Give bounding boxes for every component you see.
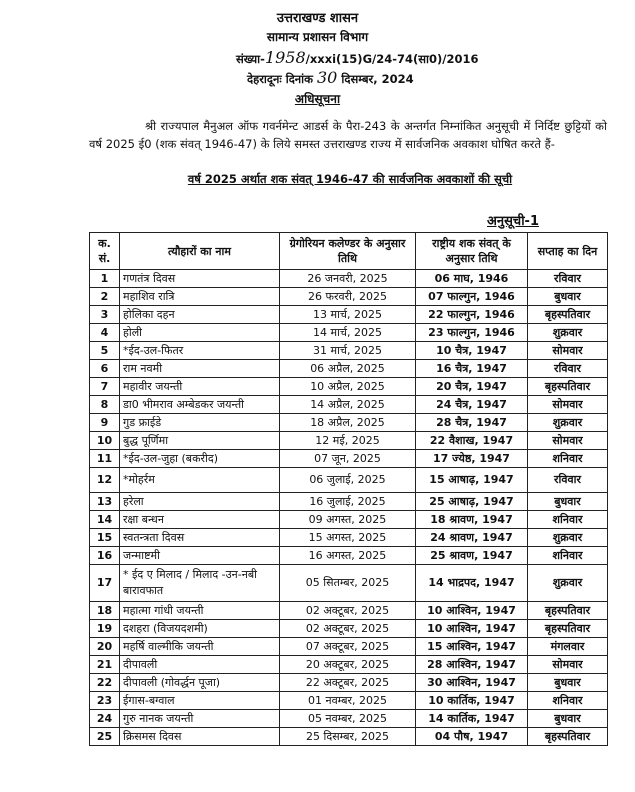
weekday-cell: बृहस्पतिवार xyxy=(528,728,608,746)
weekday-cell: सोमवार xyxy=(528,656,608,674)
festival-cell: डा0 भीमराव अम्बेडकर जयन्ती xyxy=(120,396,280,414)
header-serial: क. सं. xyxy=(90,233,120,270)
gregorian-date-cell: 20 अक्टूबर, 2025 xyxy=(280,656,416,674)
table-row xyxy=(90,674,608,692)
festival-cell: क्रिसमस दिवस xyxy=(120,728,280,746)
saka-date-cell: 07 फाल्गुन, 1946 xyxy=(416,288,528,306)
table-row xyxy=(90,565,608,602)
serial-cell: 20 xyxy=(90,638,120,656)
weekday-cell: रविवार xyxy=(528,468,608,493)
gregorian-date-cell: 05 सितम्बर, 2025 xyxy=(280,565,416,602)
serial-cell: 21 xyxy=(90,656,120,674)
serial-cell: 4 xyxy=(90,324,120,342)
annexure-label: अनुसूची-1 xyxy=(487,214,539,229)
ref-handwritten: 1958 xyxy=(264,48,306,67)
saka-date-cell: 10 कार्तिक, 1947 xyxy=(416,692,528,710)
gregorian-date-cell: 02 अक्टूबर, 2025 xyxy=(280,602,416,620)
festival-cell: ईगास-बग्वाल xyxy=(120,692,280,710)
weekday-cell: शुक्रवार xyxy=(528,565,608,602)
serial-cell: 17 xyxy=(90,565,120,602)
gregorian-date-cell: 26 फरवरी, 2025 xyxy=(280,288,416,306)
weekday-cell: सोमवार xyxy=(528,342,608,360)
festival-cell: *ईद-उल-फितर xyxy=(120,342,280,360)
festival-cell: *ईद-उल-जुहा (बकरीद) xyxy=(120,450,280,468)
weekday-cell: रविवार xyxy=(528,360,608,378)
festival-cell: दशहरा (विजयदशमी) xyxy=(120,620,280,638)
festival-cell: राम नवमी xyxy=(120,360,280,378)
department-name: सामान्य प्रशासन विभाग xyxy=(266,30,369,44)
table-row xyxy=(90,620,608,638)
table-row xyxy=(90,414,608,432)
festival-cell: महाशिव रात्रि xyxy=(120,288,280,306)
saka-date-cell: 24 चैत्र, 1947 xyxy=(416,396,528,414)
gregorian-date-cell: 02 अक्टूबर, 2025 xyxy=(280,620,416,638)
gregorian-date-cell: 16 अगस्त, 2025 xyxy=(280,547,416,565)
table-row xyxy=(90,306,608,324)
weekday-cell: शनिवार xyxy=(528,450,608,468)
saka-date-cell: 10 चैत्र, 1947 xyxy=(416,342,528,360)
serial-cell: 2 xyxy=(90,288,120,306)
saka-date-cell: 22 फाल्गुन, 1946 xyxy=(416,306,528,324)
header-gregorian-date: ग्रेगोरियन कलेण्डर के अनुसार तिथि xyxy=(280,233,416,270)
gregorian-date-cell: 07 जून, 2025 xyxy=(280,450,416,468)
serial-cell: 10 xyxy=(90,432,120,450)
saka-date-cell: 04 पौष, 1947 xyxy=(416,728,528,746)
serial-cell: 24 xyxy=(90,710,120,728)
table-row xyxy=(90,396,608,414)
gregorian-date-cell: 22 अक्टूबर, 2025 xyxy=(280,674,416,692)
festival-cell: गुड फ्राईडे xyxy=(120,414,280,432)
gregorian-date-cell: 07 अक्टूबर, 2025 xyxy=(280,638,416,656)
gregorian-date-cell: 13 मार्च, 2025 xyxy=(280,306,416,324)
gregorian-date-cell: 10 अप्रैल, 2025 xyxy=(280,378,416,396)
serial-cell: 12 xyxy=(90,468,120,493)
table-row xyxy=(90,270,608,288)
saka-date-cell: 24 श्रावण, 1947 xyxy=(416,529,528,547)
saka-date-cell: 25 आषाढ़, 1947 xyxy=(416,493,528,511)
serial-cell: 3 xyxy=(90,306,120,324)
gregorian-date-cell: 05 नवम्बर, 2025 xyxy=(280,710,416,728)
festival-cell: गुरु नानक जयन्ती xyxy=(120,710,280,728)
weekday-cell: शुक्रवार xyxy=(528,414,608,432)
weekday-cell: शनिवार xyxy=(528,547,608,565)
date-suffix: दिसम्बर, 2024 xyxy=(341,72,414,86)
gregorian-date-cell: 12 मई, 2025 xyxy=(280,432,416,450)
gregorian-date-cell: 14 अप्रैल, 2025 xyxy=(280,396,416,414)
serial-cell: 19 xyxy=(90,620,120,638)
saka-date-cell: 25 श्रावण, 1947 xyxy=(416,547,528,565)
header-saka-date: राष्ट्रीय शक संवत् के अनुसार तिथि xyxy=(416,233,528,270)
festival-cell: दीपावली (गोवर्द्धन पूजा) xyxy=(120,674,280,692)
serial-cell: 16 xyxy=(90,547,120,565)
festival-cell: महात्मा गांधी जयन्ती xyxy=(120,602,280,620)
gregorian-date-cell: 01 नवम्बर, 2025 xyxy=(280,692,416,710)
table-header-row xyxy=(90,233,608,270)
festival-cell: *मोहर्रम xyxy=(120,468,280,493)
ref-suffix: /xxxi(15)G/24-74(सा0)/2016 xyxy=(305,52,479,66)
saka-date-cell: 06 माघ, 1946 xyxy=(416,270,528,288)
saka-date-cell: 15 आषाढ़, 1947 xyxy=(416,468,528,493)
festival-cell: हरेला xyxy=(120,493,280,511)
festival-cell: महर्षि वाल्मीकि जयन्ती xyxy=(120,638,280,656)
serial-cell: 11 xyxy=(90,450,120,468)
gregorian-date-cell: 14 मार्च, 2025 xyxy=(280,324,416,342)
table-row xyxy=(90,656,608,674)
table-row xyxy=(90,728,608,746)
gregorian-date-cell: 26 जनवरी, 2025 xyxy=(280,270,416,288)
weekday-cell: मंगलवार xyxy=(528,638,608,656)
weekday-cell: बुधवार xyxy=(528,493,608,511)
table-row xyxy=(90,493,608,511)
table-row xyxy=(90,529,608,547)
serial-cell: 22 xyxy=(90,674,120,692)
table-row xyxy=(90,450,608,468)
gregorian-date-cell: 31 मार्च, 2025 xyxy=(280,342,416,360)
weekday-cell: सोमवार xyxy=(528,432,608,450)
weekday-cell: बृहस्पतिवार xyxy=(528,378,608,396)
date-prefix: देहरादूनः दिनांक xyxy=(247,72,313,86)
weekday-cell: बुधवार xyxy=(528,674,608,692)
saka-date-cell: 15 आश्विन, 1947 xyxy=(416,638,528,656)
festival-cell: गणतंत्र दिवस xyxy=(120,270,280,288)
header-weekday: सप्ताह का दिन xyxy=(528,233,608,270)
serial-cell: 13 xyxy=(90,493,120,511)
serial-cell: 5 xyxy=(90,342,120,360)
gregorian-date-cell: 09 अगस्त, 2025 xyxy=(280,511,416,529)
festival-cell: * ईद ए मिलाद / मिलाद -उन-नबी बारावफात xyxy=(120,565,280,602)
table-row xyxy=(90,288,608,306)
weekday-cell: बुधवार xyxy=(528,288,608,306)
gregorian-date-cell: 16 जुलाई, 2025 xyxy=(280,493,416,511)
serial-cell: 14 xyxy=(90,511,120,529)
saka-date-cell: 17 ज्येष्ठ, 1947 xyxy=(416,450,528,468)
serial-cell: 15 xyxy=(90,529,120,547)
table-row xyxy=(90,360,608,378)
government-name: उत्तराखण्ड शासन xyxy=(276,11,359,26)
festival-cell: महावीर जयन्ती xyxy=(120,378,280,396)
festival-cell: बुद्ध पूर्णिमा xyxy=(120,432,280,450)
saka-date-cell: 18 श्रावण, 1947 xyxy=(416,511,528,529)
gregorian-date-cell: 25 दिसम्बर, 2025 xyxy=(280,728,416,746)
saka-date-cell: 14 भाद्रपद, 1947 xyxy=(416,565,528,602)
saka-date-cell: 22 वैशाख, 1947 xyxy=(416,432,528,450)
weekday-cell: शुक्रवार xyxy=(528,324,608,342)
notification-title: अधिसूचना xyxy=(294,92,341,106)
table-row xyxy=(90,432,608,450)
holiday-table xyxy=(89,232,608,746)
weekday-cell: बृहस्पतिवार xyxy=(528,306,608,324)
festival-cell: जन्माष्टमी xyxy=(120,547,280,565)
saka-date-cell: 14 कार्तिक, 1947 xyxy=(416,710,528,728)
serial-cell: 8 xyxy=(90,396,120,414)
table-row xyxy=(90,547,608,565)
table-row xyxy=(90,468,608,493)
serial-cell: 7 xyxy=(90,378,120,396)
gregorian-date-cell: 06 अप्रैल, 2025 xyxy=(280,360,416,378)
weekday-cell: बृहस्पतिवार xyxy=(528,602,608,620)
table-row xyxy=(90,602,608,620)
weekday-cell: सोमवार xyxy=(528,396,608,414)
saka-date-cell: 16 चैत्र, 1947 xyxy=(416,360,528,378)
weekday-cell: शनिवार xyxy=(528,692,608,710)
festival-cell: रक्षा बन्धन xyxy=(120,511,280,529)
weekday-cell: रविवार xyxy=(528,270,608,288)
notification-paragraph: श्री राज्यपाल मैनुअल ऑफ गवर्नमेन्ट आडर्स के पैरा-243 के अन्तर्गत निम्नांकित अनुसूची में निर्दिष्ट छुट्टियों को वर्ष 2025 ई0 (शक संवत् 1946-47) के लिये समस्त उत्तराखण्ड राज्य में सार्वजनिक अवकाश घोषित करते हैं- xyxy=(89,119,607,151)
festival-cell: होली xyxy=(120,324,280,342)
saka-date-cell: 20 चैत्र, 1947 xyxy=(416,378,528,396)
document-date xyxy=(247,68,414,87)
table-row xyxy=(90,511,608,529)
festival-cell: दीपावली xyxy=(120,656,280,674)
header-festival: त्यौहारों का नाम xyxy=(120,233,280,270)
gregorian-date-cell: 15 अगस्त, 2025 xyxy=(280,529,416,547)
table-row xyxy=(90,342,608,360)
festival-cell: स्वतन्त्रता दिवस xyxy=(120,529,280,547)
gregorian-date-cell: 18 अप्रैल, 2025 xyxy=(280,414,416,432)
holiday-rows xyxy=(90,270,608,746)
saka-date-cell: 10 आश्विन, 1947 xyxy=(416,602,528,620)
serial-cell: 6 xyxy=(90,360,120,378)
weekday-cell: बृहस्पतिवार xyxy=(528,620,608,638)
serial-cell: 18 xyxy=(90,602,120,620)
saka-date-cell: 23 फाल्गुन, 1946 xyxy=(416,324,528,342)
table-row xyxy=(90,692,608,710)
saka-date-cell: 10 आश्विन, 1947 xyxy=(416,620,528,638)
festival-cell: होलिका दहन xyxy=(120,306,280,324)
ref-prefix: संख्या- xyxy=(236,52,265,66)
weekday-cell: शुक्रवार xyxy=(528,529,608,547)
serial-cell: 9 xyxy=(90,414,120,432)
gregorian-date-cell: 06 जुलाई, 2025 xyxy=(280,468,416,493)
table-row xyxy=(90,324,608,342)
table-row xyxy=(90,638,608,656)
table-row xyxy=(90,710,608,728)
date-handwritten: 30 xyxy=(317,68,338,87)
list-title: वर्ष 2025 अर्थात शक संवत् 1946-47 की सार्वजनिक अवकाशों की सूची xyxy=(187,172,513,186)
saka-date-cell: 28 चैत्र, 1947 xyxy=(416,414,528,432)
saka-date-cell: 30 आश्विन, 1947 xyxy=(416,674,528,692)
serial-cell: 25 xyxy=(90,728,120,746)
weekday-cell: बुधवार xyxy=(528,710,608,728)
serial-cell: 1 xyxy=(90,270,120,288)
table-row xyxy=(90,378,608,396)
reference-number xyxy=(236,48,478,67)
serial-cell: 23 xyxy=(90,692,120,710)
weekday-cell: शनिवार xyxy=(528,511,608,529)
saka-date-cell: 28 आश्विन, 1947 xyxy=(416,656,528,674)
